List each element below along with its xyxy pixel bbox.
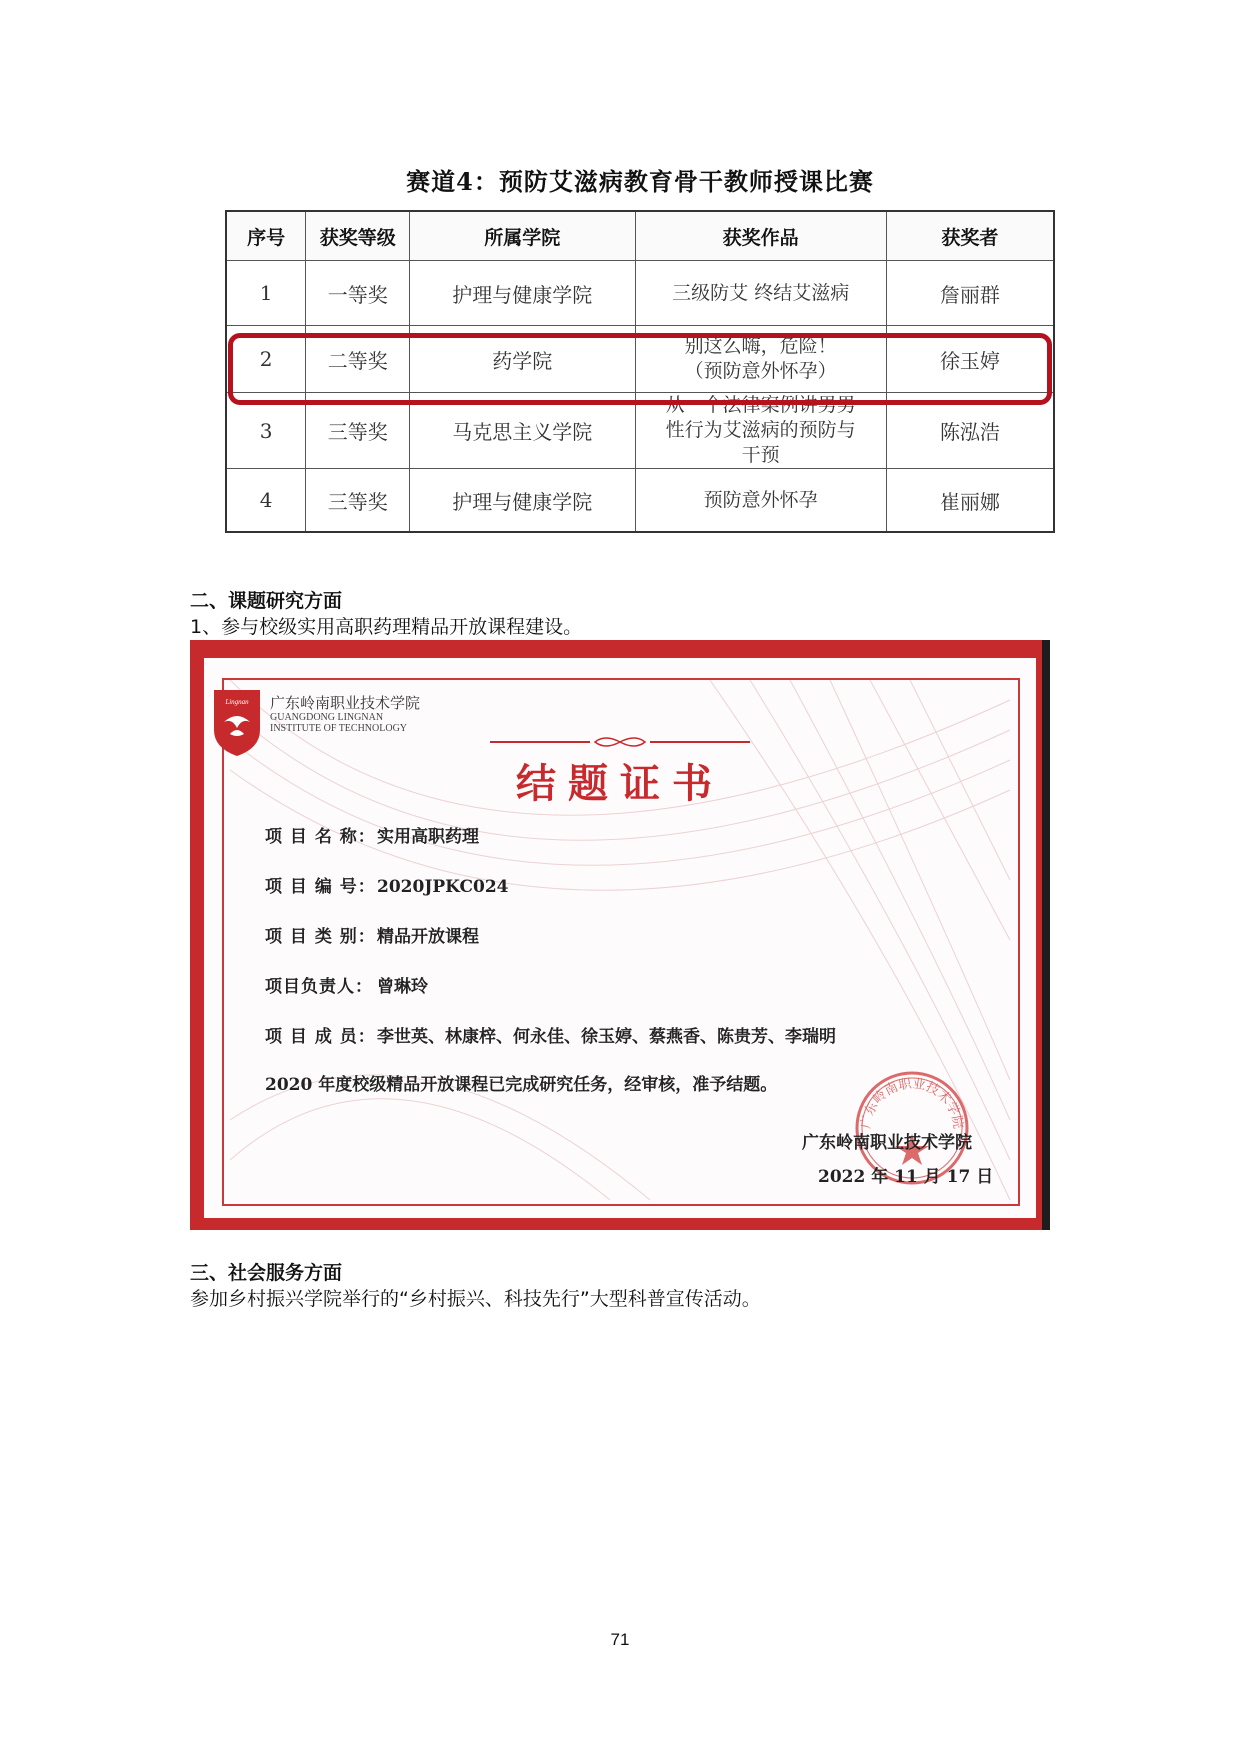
award-table xyxy=(225,210,1055,533)
work-line: 性行为艾滋病的预防与 xyxy=(665,419,856,441)
header-work: 获奖作品 xyxy=(635,211,886,261)
work-line: 预防意外怀孕 xyxy=(703,488,818,511)
section3-text: 参加乡村振兴学院举行的“乡村振兴、科技先行”大型科普宣传活动。 xyxy=(190,1288,761,1310)
certificate-date: 2022 年 11 月 17 日 xyxy=(818,1167,994,1187)
cell-level: 二等奖 xyxy=(306,326,410,393)
section3-heading: 三、社会服务方面 xyxy=(190,1262,343,1284)
cell-work xyxy=(635,393,886,469)
table-row xyxy=(226,393,1054,469)
cell-college: 护理与健康学院 xyxy=(410,469,635,533)
table-row xyxy=(226,326,1054,393)
field-label: 项目负责人： xyxy=(265,977,373,997)
cell-no: 3 xyxy=(226,393,306,469)
seal-text: 广东岭南职业技术学院 xyxy=(858,1076,966,1130)
cell-no: 2 xyxy=(226,326,306,393)
cell-level: 一等奖 xyxy=(306,261,410,326)
cell-college: 药学院 xyxy=(410,326,635,393)
field-value: 精品开放课程 xyxy=(377,927,479,947)
field-value: 实用高职药理 xyxy=(377,827,479,847)
cell-work xyxy=(635,469,886,533)
cell-no: 4 xyxy=(226,469,306,533)
cell-winner: 崔丽娜 xyxy=(886,469,1054,533)
header-no: 序号 xyxy=(226,211,306,261)
field-value: 曾琳玲 xyxy=(377,977,428,997)
certificate-issuer: 广东岭南职业技术学院 xyxy=(802,1133,972,1153)
certificate-college-name: 广东岭南职业技术学院 xyxy=(270,694,421,712)
cell-winner: 詹丽群 xyxy=(886,261,1054,326)
cell-winner: 陈泓浩 xyxy=(886,393,1054,469)
cell-level: 三等奖 xyxy=(306,393,410,469)
cell-college: 马克思主义学院 xyxy=(410,393,635,469)
work-line: 三级防艾 终结艾滋病 xyxy=(672,281,850,304)
certificate-college-name-en xyxy=(270,712,450,734)
ornament-icon xyxy=(490,734,750,750)
certificate-field xyxy=(265,822,479,847)
table-row xyxy=(226,469,1054,533)
certificate-border-left xyxy=(190,640,204,1230)
college-en-line2: INSTITUTE OF TECHNOLOGY xyxy=(270,723,408,734)
certificate-field xyxy=(265,1022,836,1047)
cell-level: 三等奖 xyxy=(306,469,410,533)
page-number: 71 xyxy=(610,1630,630,1649)
cell-winner: 徐玉婷 xyxy=(886,326,1054,393)
field-label: 项 目 成 员： xyxy=(265,1027,376,1047)
certificate-border-top xyxy=(190,640,1050,658)
work-line: 别这么嗨，危险！ xyxy=(684,335,837,357)
svg-text:广东岭南职业技术学院 xyxy=(859,1076,966,1129)
header-level: 获奖等级 xyxy=(306,211,410,261)
college-logo-icon xyxy=(212,688,262,758)
certificate-statement: 2020 年度校级精品开放课程已完成研究任务，经审核，准予结题。 xyxy=(265,1075,778,1095)
field-value: 李世英、林康梓、何永佳、徐玉婷、蔡燕香、陈贵芳、李瑞明 xyxy=(377,1027,836,1047)
certificate-title: 结题证书 xyxy=(516,761,724,807)
cell-college: 护理与健康学院 xyxy=(410,261,635,326)
header-winner: 获奖者 xyxy=(886,211,1054,261)
certificate-scan-edge xyxy=(1042,640,1050,1230)
field-label: 项 目 名 称： xyxy=(265,827,376,847)
cell-no: 1 xyxy=(226,261,306,326)
certificate-field xyxy=(265,872,508,897)
field-value: 2020JPKC024 xyxy=(377,877,509,897)
header-college: 所属学院 xyxy=(410,211,635,261)
work-line: （预防意外怀孕） xyxy=(684,360,837,382)
table-header-row xyxy=(226,211,1054,261)
section2-item: 1、参与校级实用高职药理精品开放课程建设。 xyxy=(190,616,583,638)
work-line: 从一个法律案例讲男男 xyxy=(665,394,856,416)
field-label: 项 目 编 号： xyxy=(265,877,376,897)
section2-heading: 二、课题研究方面 xyxy=(190,590,343,612)
table-row xyxy=(226,261,1054,326)
certificate-field xyxy=(265,922,479,947)
college-en-line1: GUANGDONG LINGNAN xyxy=(270,712,384,723)
cell-work xyxy=(635,326,886,393)
certificate-image xyxy=(190,640,1050,1230)
certificate-field xyxy=(265,972,428,997)
work-line: 干预 xyxy=(741,444,780,466)
certificate-border-bottom xyxy=(190,1218,1050,1230)
logo-text: Lingnan xyxy=(225,698,249,706)
table-title: 赛道4：预防艾滋病教育骨干教师授课比赛 xyxy=(406,167,874,196)
cell-work xyxy=(635,261,886,326)
field-label: 项 目 类 别： xyxy=(265,927,376,947)
